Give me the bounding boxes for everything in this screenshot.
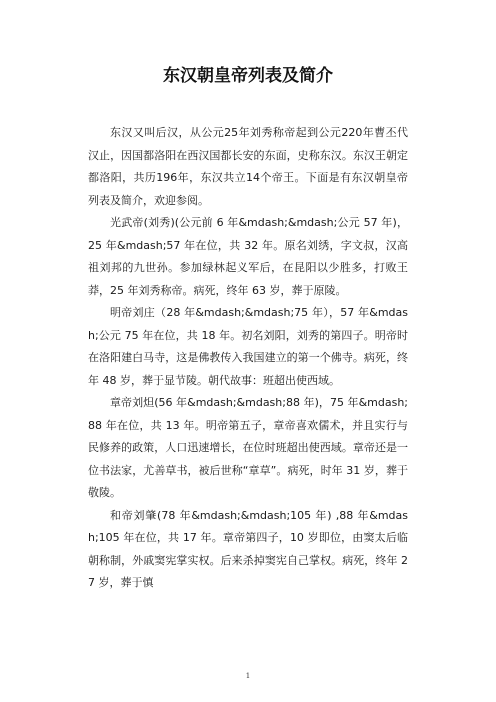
page-number: 1 (245, 672, 251, 680)
paragraph-guangwu-emperor: 光武帝(刘秀)(公元前 6 年&mdash;&mdash;公元 57 年)，25 年&mdash;57 年在位，共 32 年。原名刘绣，字文叔，汉高祖刘邦的九世孙。参加绿林起义军后，在昆阳以少胜多，打败王莽，25 年刘秀称帝。病死，终年 63 岁，葬于原陵。 (88, 216, 408, 297)
paragraph-zhang-emperor: 章帝刘炟(56 年&mdash;&mdash;88 年)，75 年&mdash;88 年在位，共 13 年。明帝第五子，章帝喜欢儒术，并且实行与民修养的政策，人口迅速增长，在位时班超出使西域。章帝还是一位书法家，尤善草书，被后世称“章草”。病死，时年 31 岁，葬于敬陵。 (88, 396, 408, 499)
paragraph-ming-emperor: 明帝刘庄（28 年&mdash;&mdash;75 年），57 年&mdash;公元 75 年在位，共 18 年。初名刘阳，刘秀的第四子。明帝时在洛阳建白马寺，这是佛教传入我国建立的第一个佛寺。病死，终年 48 岁，葬于显节陵。朝代故事：班超出使西域。 (88, 306, 408, 387)
paragraph-intro: 东汉又叫后汉，从公元25年刘秀称帝起到公元220年曹丕代汉止，因国都洛阳在西汉国都长安的东面，史称东汉。东汉王朝定都洛阳，共历196年，东汉共立14个帝王。下面是有东汉朝皇帝列表及简介，欢迎参阅。 (88, 126, 408, 207)
document-body (88, 122, 408, 595)
document-title: 东汉朝皇帝列表及简介 (163, 66, 333, 86)
paragraph-he-emperor: 和帝刘肇(78 年&mdash;&mdash;105 年) ,88 年&mdash;105 年在位，共 17 年。章帝第四子，10 岁即位，由窦太后临朝称制，外戚窦宪掌实权。后来杀掉窦宪自己掌权。病死，终年 27 岁，葬于慎 (88, 508, 408, 589)
